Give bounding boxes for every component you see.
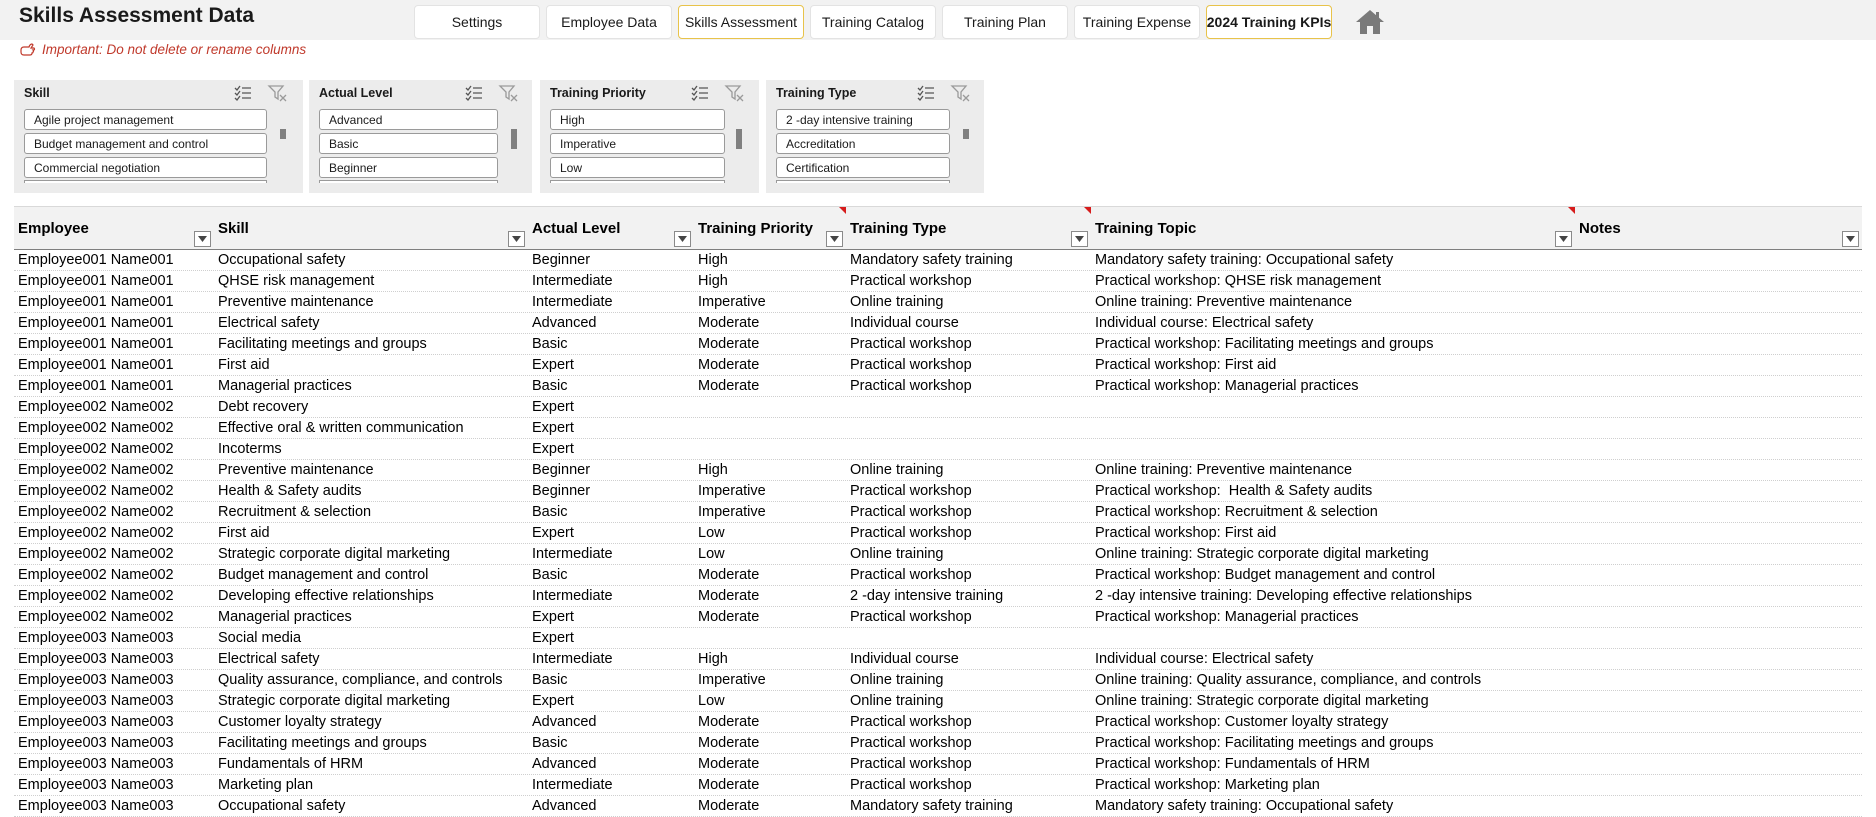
cell-skill[interactable]: Electrical safety (218, 651, 320, 667)
cell-skill[interactable]: Incoterms (218, 441, 282, 457)
cell-training-topic[interactable]: Individual course: Electrical safety (1095, 315, 1314, 331)
tab-employee-data[interactable]: Employee Data (546, 5, 672, 39)
cell-training-type[interactable]: Practical workshop (850, 525, 972, 541)
cell-skill[interactable]: Preventive maintenance (218, 462, 374, 478)
cell-actual-level[interactable]: Expert (532, 420, 574, 436)
cell-actual-level[interactable]: Expert (532, 630, 574, 646)
column-header-training-topic[interactable]: Training Topic (1095, 220, 1197, 237)
slicer-item[interactable]: Certification (776, 157, 950, 178)
cell-actual-level[interactable]: Intermediate (532, 651, 613, 667)
tab-skills-assessment[interactable]: Skills Assessment (678, 5, 804, 39)
slicer-scrollbar[interactable] (511, 129, 517, 149)
cell-training-priority[interactable]: Moderate (698, 714, 760, 730)
cell-actual-level[interactable]: Intermediate (532, 588, 613, 604)
table-row[interactable] (14, 439, 1862, 460)
cell-training-priority[interactable]: High (698, 273, 728, 289)
cell-training-topic[interactable]: Mandatory safety training: Occupational safety (1095, 252, 1394, 268)
cell-training-topic[interactable]: Practical workshop: First aid (1095, 357, 1277, 373)
cell-employee[interactable]: Employee002 Name002 (18, 441, 174, 457)
cell-training-priority[interactable]: Imperative (698, 504, 766, 520)
cell-actual-level[interactable]: Intermediate (532, 546, 613, 562)
tab-training-catalog[interactable]: Training Catalog (810, 5, 936, 39)
table-row[interactable] (14, 649, 1862, 670)
cell-training-type[interactable]: Mandatory safety training (850, 798, 1013, 814)
cell-skill[interactable]: Recruitment & selection (218, 504, 372, 520)
cell-skill[interactable]: Fundamentals of HRM (218, 756, 364, 772)
cell-actual-level[interactable]: Expert (532, 399, 574, 415)
slicer-skill (14, 80, 303, 193)
cell-skill[interactable]: Health & Safety audits (218, 483, 362, 499)
table-row[interactable] (14, 775, 1862, 796)
table-row[interactable] (14, 355, 1862, 376)
cell-training-topic[interactable]: Online training: Quality assurance, compliance, and controls (1095, 672, 1482, 688)
slicer-title: Training Type (776, 86, 857, 100)
table-row[interactable] (14, 397, 1862, 418)
slicer-title: Skill (24, 86, 50, 100)
cell-skill[interactable]: Budget management and control (218, 567, 429, 583)
cell-training-topic[interactable]: Mandatory safety training: Occupational safety (1095, 798, 1394, 814)
slicer-training-type (766, 80, 984, 193)
table-row[interactable] (14, 418, 1862, 439)
cell-skill[interactable]: Debt recovery (218, 399, 309, 415)
cell-skill[interactable]: Customer loyalty strategy (218, 714, 382, 730)
multi-select-icon[interactable] (690, 83, 710, 103)
cell-training-priority[interactable]: Moderate (698, 315, 760, 331)
cell-employee[interactable]: Employee001 Name001 (18, 252, 174, 268)
chevron-down-icon (678, 236, 687, 242)
cell-training-type[interactable]: Online training (850, 693, 944, 709)
cell-training-topic[interactable]: Practical workshop: Budget management and control (1095, 567, 1436, 583)
cell-training-type[interactable]: Practical workshop (850, 777, 972, 793)
clear-filter-icon[interactable] (267, 83, 287, 103)
cell-training-type[interactable]: Practical workshop (850, 735, 972, 751)
page-title: Skills Assessment Data (19, 4, 255, 27)
slicer-scrollbar[interactable] (280, 129, 286, 139)
skills-table (14, 206, 1862, 817)
tab-bar (414, 5, 1338, 39)
slicer-item[interactable]: Basic (319, 133, 498, 154)
slicer-training-priority (540, 80, 759, 193)
cell-employee[interactable]: Employee003 Name003 (18, 693, 174, 709)
cell-training-priority[interactable]: High (698, 651, 728, 667)
table-row[interactable] (14, 460, 1862, 481)
column-header-skill[interactable]: Skill (218, 220, 249, 237)
cell-employee[interactable]: Employee003 Name003 (18, 777, 174, 793)
cell-actual-level[interactable]: Intermediate (532, 273, 613, 289)
cell-skill[interactable]: Marketing plan (218, 777, 314, 793)
cell-employee[interactable]: Employee003 Name003 (18, 651, 174, 667)
column-header-notes[interactable]: Notes (1579, 220, 1621, 237)
filter-dropdown-button[interactable] (1555, 231, 1572, 247)
clear-filter-icon[interactable] (724, 83, 744, 103)
cell-training-type[interactable]: Mandatory safety training (850, 252, 1013, 268)
filter-dropdown-button[interactable] (508, 231, 525, 247)
cell-employee[interactable]: Employee003 Name003 (18, 735, 174, 751)
slicer-item[interactable]: Agile project management (24, 109, 267, 130)
table-row[interactable] (14, 670, 1862, 691)
column-header-training-type[interactable]: Training Type (850, 220, 947, 237)
table-row[interactable] (14, 796, 1862, 817)
cell-training-topic[interactable]: Practical workshop: Fundamentals of HRM (1095, 756, 1370, 772)
cell-employee[interactable]: Employee001 Name001 (18, 315, 174, 331)
cell-skill[interactable]: Facilitating meetings and groups (218, 336, 427, 352)
cell-training-priority[interactable]: Low (698, 525, 725, 541)
cell-actual-level[interactable]: Intermediate (532, 294, 613, 310)
cell-actual-level[interactable]: Beginner (532, 462, 591, 478)
cell-actual-level[interactable]: Expert (532, 441, 574, 457)
cell-training-type[interactable]: Practical workshop (850, 273, 972, 289)
cell-actual-level[interactable]: Basic (532, 735, 568, 751)
cell-training-priority[interactable]: Moderate (698, 609, 760, 625)
filter-dropdown-button[interactable] (194, 231, 211, 247)
cell-actual-level[interactable]: Beginner (532, 252, 591, 268)
cell-training-topic[interactable]: Practical workshop: Managerial practices (1095, 378, 1359, 394)
cell-employee[interactable]: Employee003 Name003 (18, 798, 174, 814)
table-row[interactable] (14, 250, 1862, 271)
cell-training-type[interactable]: Practical workshop (850, 756, 972, 772)
slicer-actual-level (309, 80, 532, 193)
table-row[interactable] (14, 586, 1862, 607)
cell-training-type[interactable]: Individual course (850, 315, 959, 331)
slicer-item[interactable]: Commercial negotiation (24, 157, 267, 178)
cell-training-priority[interactable]: High (698, 462, 728, 478)
chevron-down-icon (512, 236, 521, 242)
slicer-item[interactable]: Budget management and control (24, 133, 267, 154)
cell-employee[interactable]: Employee003 Name003 (18, 756, 174, 772)
cell-employee[interactable]: Employee002 Name002 (18, 609, 174, 625)
cell-employee[interactable]: Employee002 Name002 (18, 525, 174, 541)
slicer-item[interactable]: Imperative (550, 133, 725, 154)
cell-skill[interactable]: Effective oral & written communication (218, 420, 464, 436)
cell-training-topic[interactable]: Practical workshop: First aid (1095, 525, 1277, 541)
cell-training-topic[interactable]: Practical workshop: Managerial practices (1095, 609, 1359, 625)
slicer-item[interactable]: Advanced (319, 109, 498, 130)
cell-skill[interactable]: Electrical safety (218, 315, 320, 331)
table-row[interactable] (14, 544, 1862, 565)
cell-training-topic[interactable]: Online training: Preventive maintenance (1095, 462, 1353, 478)
table-row[interactable] (14, 628, 1862, 649)
slicer-item[interactable]: 2 -day intensive training (776, 109, 950, 130)
cell-training-priority[interactable]: Moderate (698, 756, 760, 772)
cell-employee[interactable]: Employee002 Name002 (18, 483, 174, 499)
slicer-title: Training Priority (550, 86, 646, 100)
cell-actual-level[interactable]: Expert (532, 525, 574, 541)
cell-training-priority[interactable]: Imperative (698, 672, 766, 688)
cell-training-type[interactable]: Online training (850, 672, 944, 688)
table-header (14, 206, 1862, 250)
cell-actual-level[interactable]: Intermediate (532, 777, 613, 793)
cell-training-priority[interactable]: Low (698, 693, 725, 709)
table-row[interactable] (14, 691, 1862, 712)
cell-employee[interactable]: Employee003 Name003 (18, 630, 174, 646)
cell-actual-level[interactable]: Advanced (532, 798, 597, 814)
chevron-down-icon (1075, 236, 1084, 242)
cell-skill[interactable]: Occupational safety (218, 798, 346, 814)
cell-training-priority[interactable]: Low (698, 546, 725, 562)
cell-skill[interactable]: Occupational safety (218, 252, 346, 268)
cell-skill[interactable]: Managerial practices (218, 609, 352, 625)
cell-skill[interactable]: QHSE risk management (218, 273, 375, 289)
cell-training-type[interactable]: Practical workshop (850, 609, 972, 625)
multi-select-icon[interactable] (464, 83, 484, 103)
table-body (14, 250, 1862, 817)
column-header-training-priority[interactable]: Training Priority (698, 220, 814, 237)
cell-training-topic[interactable]: Practical workshop: Marketing plan (1095, 777, 1320, 793)
table-row[interactable] (14, 481, 1862, 502)
cell-training-priority[interactable]: Moderate (698, 378, 760, 394)
cell-training-priority[interactable]: Moderate (698, 357, 760, 373)
cell-training-topic[interactable]: 2 -day intensive training: Developing effective relationships (1095, 588, 1472, 604)
slicer-item[interactable]: High (550, 109, 725, 130)
cell-training-topic[interactable]: Individual course: Electrical safety (1095, 651, 1314, 667)
tab-settings[interactable]: Settings (414, 5, 540, 39)
cell-skill[interactable]: First aid (218, 357, 270, 373)
cell-training-topic[interactable]: Practical workshop: Recruitment & selection (1095, 504, 1378, 520)
slicer-item[interactable]: Accreditation (776, 133, 950, 154)
cell-actual-level[interactable]: Basic (532, 504, 568, 520)
table-row[interactable] (14, 607, 1862, 628)
cell-training-priority[interactable]: Moderate (698, 336, 760, 352)
cell-training-priority[interactable]: Moderate (698, 777, 760, 793)
chevron-down-icon (1846, 236, 1855, 242)
cell-actual-level[interactable]: Advanced (532, 714, 597, 730)
cell-skill[interactable]: Quality assurance, compliance, and controls (218, 672, 503, 688)
table-row[interactable] (14, 733, 1862, 754)
cell-training-type[interactable]: Practical workshop (850, 336, 972, 352)
cell-training-type[interactable]: 2 -day intensive training (850, 588, 1004, 604)
cell-skill[interactable]: Strategic corporate digital marketing (218, 546, 451, 562)
header-bar (0, 0, 1876, 40)
cell-employee[interactable]: Employee001 Name001 (18, 294, 174, 310)
cell-training-topic[interactable]: Practical workshop: Customer loyalty strategy (1095, 714, 1389, 730)
cell-training-priority[interactable]: High (698, 252, 728, 268)
chevron-down-icon (1559, 236, 1568, 242)
tab-training-expense[interactable]: Training Expense (1074, 5, 1200, 39)
slicer-scrollbar[interactable] (736, 129, 742, 149)
table-row[interactable] (14, 313, 1862, 334)
cell-training-topic[interactable]: Practical workshop: QHSE risk management (1095, 273, 1382, 289)
cell-actual-level[interactable]: Basic (532, 378, 568, 394)
table-row[interactable] (14, 376, 1862, 397)
comment-indicator[interactable] (1084, 207, 1091, 214)
slicer-title: Actual Level (319, 86, 393, 100)
filter-dropdown-button[interactable] (1842, 231, 1859, 247)
cell-skill[interactable]: Strategic corporate digital marketing (218, 693, 451, 709)
cell-actual-level[interactable]: Beginner (532, 483, 591, 499)
home-icon[interactable] (1355, 9, 1385, 35)
filter-dropdown-button[interactable] (1071, 231, 1088, 247)
cell-training-topic[interactable]: Online training: Strategic corporate digital marketing (1095, 546, 1429, 562)
slicer-item[interactable]: Low (550, 157, 725, 178)
table-row[interactable] (14, 292, 1862, 313)
cell-training-type[interactable]: Practical workshop (850, 483, 972, 499)
table-row[interactable] (14, 334, 1862, 355)
cell-training-priority[interactable]: Moderate (698, 567, 760, 583)
cell-skill[interactable]: Managerial practices (218, 378, 352, 394)
tab-training-plan[interactable]: Training Plan (942, 5, 1068, 39)
cell-training-type[interactable]: Practical workshop (850, 504, 972, 520)
multi-select-icon[interactable] (233, 83, 253, 103)
cell-employee[interactable]: Employee001 Name001 (18, 378, 174, 394)
cell-training-type[interactable]: Practical workshop (850, 357, 972, 373)
cell-actual-level[interactable]: Expert (532, 609, 574, 625)
cell-training-priority[interactable]: Imperative (698, 294, 766, 310)
cell-actual-level[interactable]: Basic (532, 672, 568, 688)
cell-skill[interactable]: Facilitating meetings and groups (218, 735, 427, 751)
cell-employee[interactable]: Employee001 Name001 (18, 357, 174, 373)
cell-training-topic[interactable]: Online training: Preventive maintenance (1095, 294, 1353, 310)
cell-actual-level[interactable]: Advanced (532, 756, 597, 772)
cell-training-priority[interactable]: Imperative (698, 483, 766, 499)
chevron-down-icon (830, 236, 839, 242)
cell-actual-level[interactable]: Advanced (532, 315, 597, 331)
cell-training-topic[interactable]: Practical workshop: Facilitating meetings and groups (1095, 336, 1434, 352)
cell-employee[interactable]: Employee001 Name001 (18, 273, 174, 289)
cell-employee[interactable]: Employee002 Name002 (18, 504, 174, 520)
cell-skill[interactable]: Social media (218, 630, 302, 646)
clear-filter-icon[interactable] (498, 83, 518, 103)
cell-employee[interactable]: Employee002 Name002 (18, 399, 174, 415)
table-row[interactable] (14, 565, 1862, 586)
table-row[interactable] (14, 523, 1862, 544)
multi-select-icon[interactable] (916, 83, 936, 103)
cell-training-type[interactable]: Individual course (850, 651, 959, 667)
slicer-item[interactable]: Beginner (319, 157, 498, 178)
cell-training-type[interactable]: Online training (850, 546, 944, 562)
pointing-hand-icon (20, 43, 36, 57)
cell-employee[interactable]: Employee003 Name003 (18, 714, 174, 730)
filter-dropdown-button[interactable] (826, 231, 843, 247)
cell-training-type[interactable]: Practical workshop (850, 567, 972, 583)
cell-actual-level[interactable]: Basic (532, 336, 568, 352)
cell-employee[interactable]: Employee002 Name002 (18, 462, 174, 478)
cell-training-topic[interactable]: Practical workshop: Facilitating meetings and groups (1095, 735, 1434, 751)
cell-employee[interactable]: Employee002 Name002 (18, 546, 174, 562)
cell-training-type[interactable]: Practical workshop (850, 714, 972, 730)
cell-skill[interactable]: Developing effective relationships (218, 588, 434, 604)
cell-skill[interactable]: First aid (218, 525, 270, 541)
cell-training-priority[interactable]: Moderate (698, 588, 760, 604)
table-row[interactable] (14, 712, 1862, 733)
table-row[interactable] (14, 502, 1862, 523)
filter-dropdown-button[interactable] (674, 231, 691, 247)
cell-training-type[interactable]: Online training (850, 462, 944, 478)
cell-training-topic[interactable]: Practical workshop: Health & Safety audits (1095, 483, 1373, 499)
notice-text: Important: Do not delete or rename columns (42, 42, 307, 57)
cell-employee[interactable]: Employee001 Name001 (18, 336, 174, 352)
cell-training-priority[interactable]: Moderate (698, 735, 760, 751)
table-row[interactable] (14, 754, 1862, 775)
comment-indicator[interactable] (1568, 207, 1575, 214)
comment-indicator[interactable] (839, 207, 846, 214)
notice (20, 42, 306, 57)
table-row[interactable] (14, 271, 1862, 292)
chevron-down-icon (198, 236, 207, 242)
clear-filter-icon[interactable] (950, 83, 970, 103)
cell-employee[interactable]: Employee003 Name003 (18, 672, 174, 688)
cell-training-type[interactable]: Online training (850, 294, 944, 310)
cell-employee[interactable]: Employee002 Name002 (18, 588, 174, 604)
cell-employee[interactable]: Employee002 Name002 (18, 420, 174, 436)
cell-training-type[interactable]: Practical workshop (850, 378, 972, 394)
tab-2024-training-kpis[interactable]: 2024 Training KPIs (1206, 5, 1332, 39)
cell-employee[interactable]: Employee002 Name002 (18, 567, 174, 583)
cell-actual-level[interactable]: Expert (532, 693, 574, 709)
cell-training-topic[interactable]: Online training: Strategic corporate digital marketing (1095, 693, 1429, 709)
cell-training-priority[interactable]: Moderate (698, 798, 760, 814)
column-header-actual-level[interactable]: Actual Level (532, 220, 621, 237)
column-header-employee[interactable]: Employee (18, 220, 89, 237)
cell-actual-level[interactable]: Basic (532, 567, 568, 583)
cell-actual-level[interactable]: Expert (532, 357, 574, 373)
cell-skill[interactable]: Preventive maintenance (218, 294, 374, 310)
slicer-scrollbar[interactable] (963, 129, 969, 139)
